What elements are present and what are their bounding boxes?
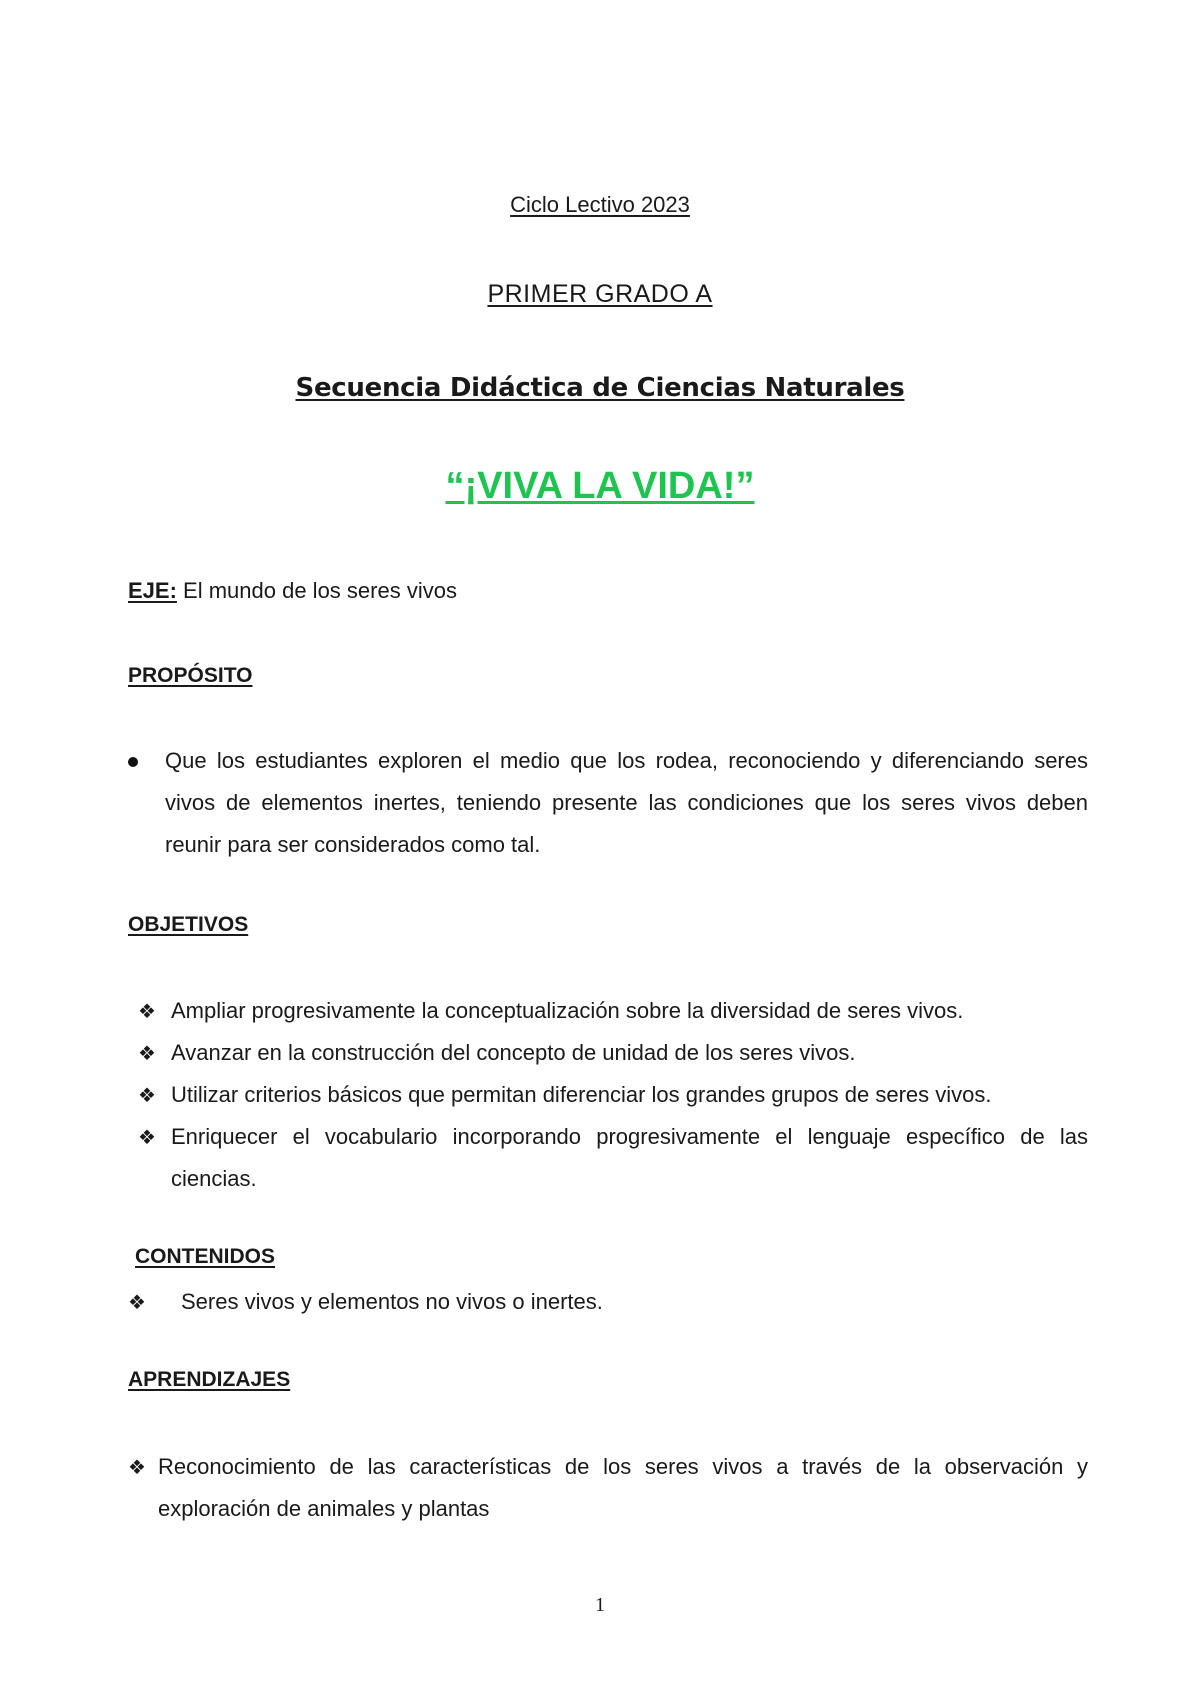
list-item (128, 1116, 1088, 1200)
eje-line (128, 578, 1088, 604)
objetivos-heading: OBJETIVOS (128, 913, 249, 936)
list-item (128, 1074, 1088, 1116)
eje-value: El mundo de los seres vivos (183, 578, 457, 603)
list-item (128, 990, 1088, 1032)
list-item (128, 1446, 1088, 1530)
list-item (128, 740, 1088, 866)
diamond-bullet-icon: ❖ (138, 999, 156, 1023)
list-item (128, 1032, 1088, 1074)
contenido-text: Seres vivos y elementos no vivos o inertes. (181, 1289, 603, 1314)
aprendizaje-text: Reconocimiento de las características de los seres vivos a través de la observación y exploración de animales y plantas (158, 1454, 1088, 1521)
diamond-bullet-icon: ❖ (138, 1083, 156, 1107)
objetivo-text: Utilizar criterios básicos que permitan diferenciar los grandes grupos de seres vivos. (171, 1082, 992, 1107)
secuencia-heading: Secuencia Didáctica de Ciencias Naturales (295, 373, 905, 403)
diamond-bullet-icon: ❖ (128, 1290, 146, 1314)
diamond-bullet-icon: ❖ (128, 1455, 146, 1479)
objetivo-text: Avanzar en la construcción del concepto de unidad de los seres vivos. (171, 1040, 856, 1065)
page-number: 1 (595, 1594, 605, 1616)
proposito-heading: PROPÓSITO (128, 664, 253, 687)
diamond-bullet-icon: ❖ (138, 1041, 156, 1065)
eje-label: EJE: (128, 578, 177, 603)
objetivo-text: Enriquecer el vocabulario incorporando progresivamente el lenguaje específico de las ciencias. (171, 1124, 1088, 1191)
list-item (128, 1281, 1088, 1323)
diamond-bullet-icon: ❖ (138, 1125, 156, 1149)
objetivo-text: Ampliar progresivamente la conceptualización sobre la diversidad de seres vivos. (171, 998, 964, 1023)
grado-heading: PRIMER GRADO A (487, 280, 713, 308)
document-title: “¡VIVA LA VIDA!” (445, 465, 755, 507)
contenidos-heading: CONTENIDOS (135, 1245, 276, 1268)
aprendizajes-heading: APRENDIZAJES (128, 1368, 291, 1391)
proposito-text: Que los estudiantes exploren el medio que los rodea, reconociendo y diferenciando seres vivos de elementos inertes, teniendo presente las condiciones que los seres vivos deben reunir para ser considerados como tal. (165, 748, 1088, 857)
bullet-dot-icon (128, 757, 138, 767)
ciclo-lectivo: Ciclo Lectivo 2023 (510, 192, 690, 217)
objetivos-list (128, 990, 1088, 1200)
